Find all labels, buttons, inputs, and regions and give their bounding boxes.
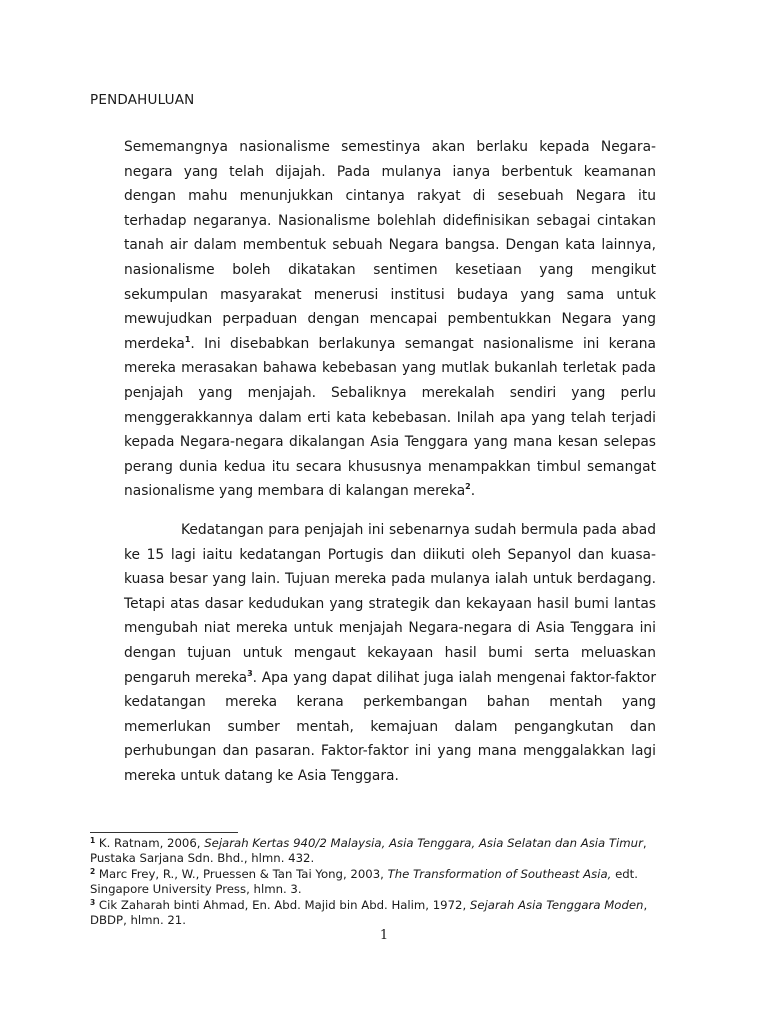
paragraph-1 [124, 135, 656, 504]
footnote-3 [90, 898, 680, 929]
footnote-ref-1: 1 [184, 334, 191, 344]
footnotes [90, 836, 680, 928]
footnote-2-author: Marc Frey, R., W., Pruessen & Tan Tai Yong, 2003, [95, 866, 388, 881]
page-number: 1 [379, 928, 389, 943]
paragraph-2 [124, 518, 656, 789]
footnote-1-title: Sejarah Kertas 940/2 Malaysia, Asia Tenggara, Asia Selatan dan Asia Timur [204, 836, 643, 850]
footnote-3-title: Sejarah Asia Tenggara Moden [469, 897, 644, 912]
paragraph-2-text-a: Kedatangan para penjajah ini sebenarnya sudah bermula pada abad ke 15 lagi iaitu kedatangan Portugis dan diikuti oleh Sepanyol dan kuasa-kuasa besar yang lain. Tujuan mereka pada mulanya ialah untuk berdagang. Tetapi atas dasar kedudukan yang strategik dan kekayaan hasil bumi lantas mengubah niat mereka untuk menjajah Negara-negara di Asia Tenggara ini dengan tujuan untuk mengaut kekayaan hasil bumi serta meluaskan pengaruh mereka [124, 522, 656, 686]
paragraph-1-text-c: . [470, 483, 476, 500]
paragraph-1-text-a: Sememangnya nasionalisme semestinya akan berlaku kepada Negara-negara yang telah dijajah. Pada mulanya ianya berbentuk keamanan dengan mahu menunjukkan cintanya rakyat di sesebuah Negara itu terhadap negaranya. Nasionalisme bolehlah didefinisikan sebagai cintakan tanah air dalam membentuk sebuah Negara bangsa. Dengan kata lainnya, nasionalisme boleh dikatakan sentimen kesetiaan yang mengikut sekumpulan masyarakat menerusi institusi budaya yang sama untuk mewujudkan perpaduan dengan mencapai pembentukkan Negara yang merdeka [124, 139, 656, 352]
footnote-2-publisher: edt. Singapore University Press, hlmn. 3. [90, 866, 638, 897]
section-heading: PENDAHULUAN [90, 92, 195, 108]
footnote-2 [90, 867, 680, 898]
footnote-1 [90, 836, 680, 867]
footnote-separator [90, 832, 238, 833]
footnote-1-publisher: , Pustaka Sarjana Sdn. Bhd., hlmn. 432. [90, 836, 647, 866]
footnote-1-number: 1 [90, 836, 96, 845]
footnote-ref-3: 3 [247, 668, 253, 678]
footnote-2-number: 2 [90, 866, 96, 876]
footnote-3-author: Cik Zaharah binti Ahmad, En. Abd. Majid bin Abd. Halim, 1972, [95, 897, 470, 912]
footnote-2-title: The Transformation of Southeast Asia, [387, 866, 612, 881]
paragraph-1-text-b: . Ini disebabkan berlakunya semangat nasionalisme ini kerana mereka merasakan bahawa kebebasan yang mutlak bukanlah terletak pada penjajah yang menjajah. Sebaliknya merekalah sendiri yang perlu menggerakkannya dalam erti kata kebebasan. Inilah apa yang telah terjadi kepada Negara-negara dikalangan Asia Tenggara yang mana kesan selepas perang dunia kedua itu secara khususnya menampakkan timbul semangat nasionalisme yang membara di kalangan mereka [124, 335, 656, 500]
footnote-ref-2: 2 [465, 482, 471, 492]
footnote-3-number: 3 [90, 897, 96, 907]
paragraph-2-text-b: . Apa yang dapat dilihat juga ialah mengenai faktor-faktor kedatangan mereka kerana perkembangan bahan mentah yang memerlukan sumber mentah, kemajuan dalam pengangkutan dan perhubungan dan pasaran. Faktor-faktor ini yang mana menggalakkan lagi mereka untuk datang ke Asia Tenggara. [124, 669, 656, 784]
footnote-1-author: K. Ratnam, 2006, [95, 836, 205, 850]
footnote-3-publisher: , DBDP, hlmn. 21. [90, 897, 648, 928]
